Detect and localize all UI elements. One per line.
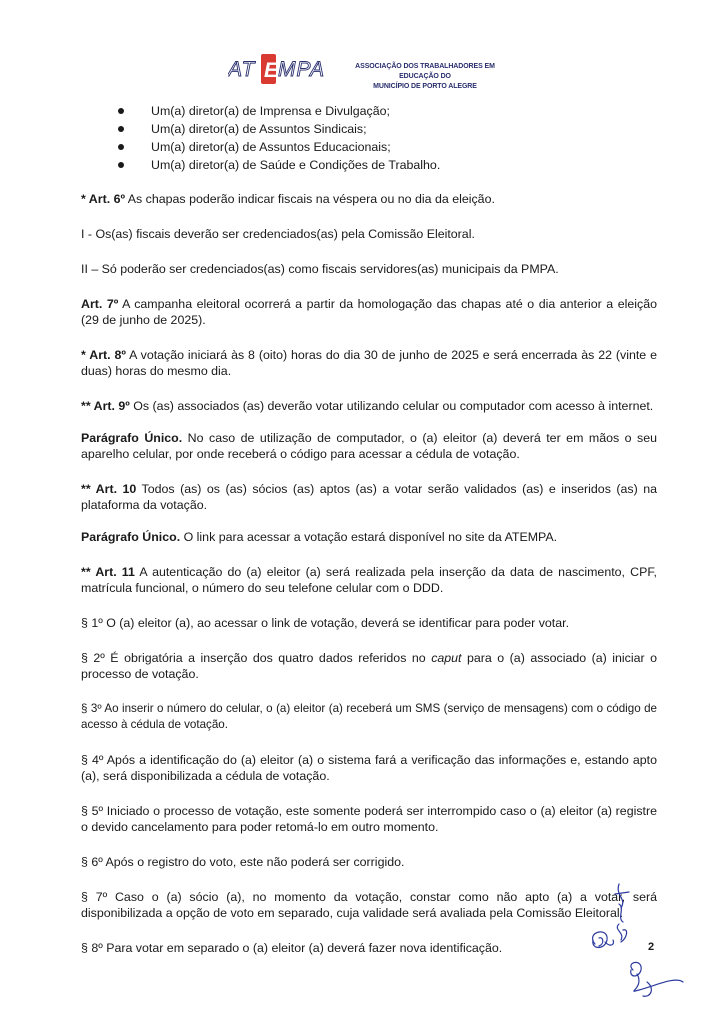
article-label: ** Art. 11 [81,565,135,579]
article-6-item-ii: II – Só poderão ser credenciados(as) como fiscais servidores(as) municipais da PMPA. [81,262,559,276]
article-8: * Art. 8º A votação iniciará às 8 (oito) horas do dia 30 de junho de 2025 e será encerrada às 22 (vinte e duas) horas do mesmo dia. [81,348,657,378]
article-7: Art. 7º A campanha eleitoral ocorrerá a partir da homologação das chapas até o dia anterior a eleição (29 de junho de 2025). [81,297,657,327]
article-10-paragraph: Parágrafo Único. O link para acessar a votação estará disponível no site da ATEMPA. [81,530,558,544]
article-label: ** Art. 9º [81,399,130,413]
organization-name [350,62,500,92]
signature-mark [615,884,629,922]
document-body [81,102,657,972]
page-number: 2 [648,941,655,953]
article-label: ** Art. 10 [81,482,137,496]
bullet-icon [118,144,124,150]
signature-mark [593,932,614,948]
paragraph-label: Parágrafo Único. [81,431,183,445]
signature-mark [617,924,626,942]
signature-mark [631,962,683,996]
section-5: § 5º Iniciado o processo de votação, este somente poderá ser interrompido caso o (a) eleitor (a) registre o devido cancelamento para poder retomá-lo em outro momento. [81,804,657,834]
article-6-item-i: I - Os(as) fiscais deverão ser credenciados(as) pela Comissão Eleitoral. [81,227,475,241]
article-label: Art. 7º [81,297,119,311]
bullet-icon [118,162,124,168]
article-label: * Art. 8º [81,348,126,362]
section-4: § 4º Após a identificação do (a) eleitor (a) o sistema fará a verificação das informações e, estando apto (a), será disponibilizada a cédula de votação. [81,753,657,783]
handwritten-signatures [585,878,695,1008]
caput-term: caput [431,651,462,665]
list-item: Um(a) diretor(a) de Assuntos Sindicais; [81,120,657,138]
svg-text:E: E [264,59,279,82]
bullet-icon [118,108,124,114]
atempa-logo [228,52,336,86]
article-label: * Art. 6º [81,192,126,206]
list-item: Um(a) diretor(a) de Saúde e Condições de Trabalho. [81,156,657,174]
article-9-paragraph: Parágrafo Único. No caso de utilização de computador, o (a) eleitor (a) deverá ter em mãos o seu aparelho celular, por onde receberá o código para acessar a cédula de votação. [81,431,658,461]
section-3: § 3º Ao inserir o número do celular, o (a) eleitor (a) receberá um SMS (serviço de mensagens) com o código de acesso à cédula de votação. [81,702,657,731]
section-7: § 7º Caso o (a) sócio (a), no momento da votação, constar como não apto (a) a votar, será disponibilizada a opção de voto em separado, cuja validade será avaliada pela Comissão Eleitoral. [81,890,657,920]
article-10: ** Art. 10 Todos (as) os (as) sócios (as) aptos (as) a votar serão validados (as) e inseridos (as) na plataforma da votação. [81,482,657,512]
article-6: * Art. 6º As chapas poderão indicar fiscais na véspera ou no dia da eleição. [81,192,495,206]
bullet-icon [118,126,124,132]
article-11: ** Art. 11 A autenticação do (a) eleitor (a) será realizada pela inserção da data de nascimento, CPF, matrícula funcional, o número do seu telefone celular com o DDD. [81,565,657,595]
svg-text:AT: AT [228,58,256,81]
section-2: § 2º É obrigatória a inserção dos quatro dados referidos no caput para o (a) associado (a) iniciar o processo de votação. [81,651,658,681]
svg-text:MPA: MPA [278,58,325,81]
director-list [81,102,657,174]
section-8: § 8º Para votar em separado o (a) eleitor (a) deverá fazer nova identificação. [81,941,503,955]
org-name-line1: ASSOCIAÇÃO DOS TRABALHADORES EM EDUCAÇÃO DO [355,63,495,80]
list-item: Um(a) diretor(a) de Assuntos Educacionais; [81,138,657,156]
document-header [228,52,508,92]
paragraph-label: Parágrafo Único. [81,530,181,544]
article-9: ** Art. 9º Os (as) associados (as) deverão votar utilizando celular ou computador com acesso à internet. [81,399,654,413]
org-name-line2: MUNICÍPIO DE PORTO ALEGRE [373,83,477,90]
section-1: § 1º O (a) eleitor (a), ao acessar o link de votação, deverá se identificar para poder votar. [81,616,570,630]
list-item: Um(a) diretor(a) de Imprensa e Divulgação; [81,102,657,120]
section-6: § 6º Após o registro do voto, este não poderá ser corrigido. [81,855,405,869]
